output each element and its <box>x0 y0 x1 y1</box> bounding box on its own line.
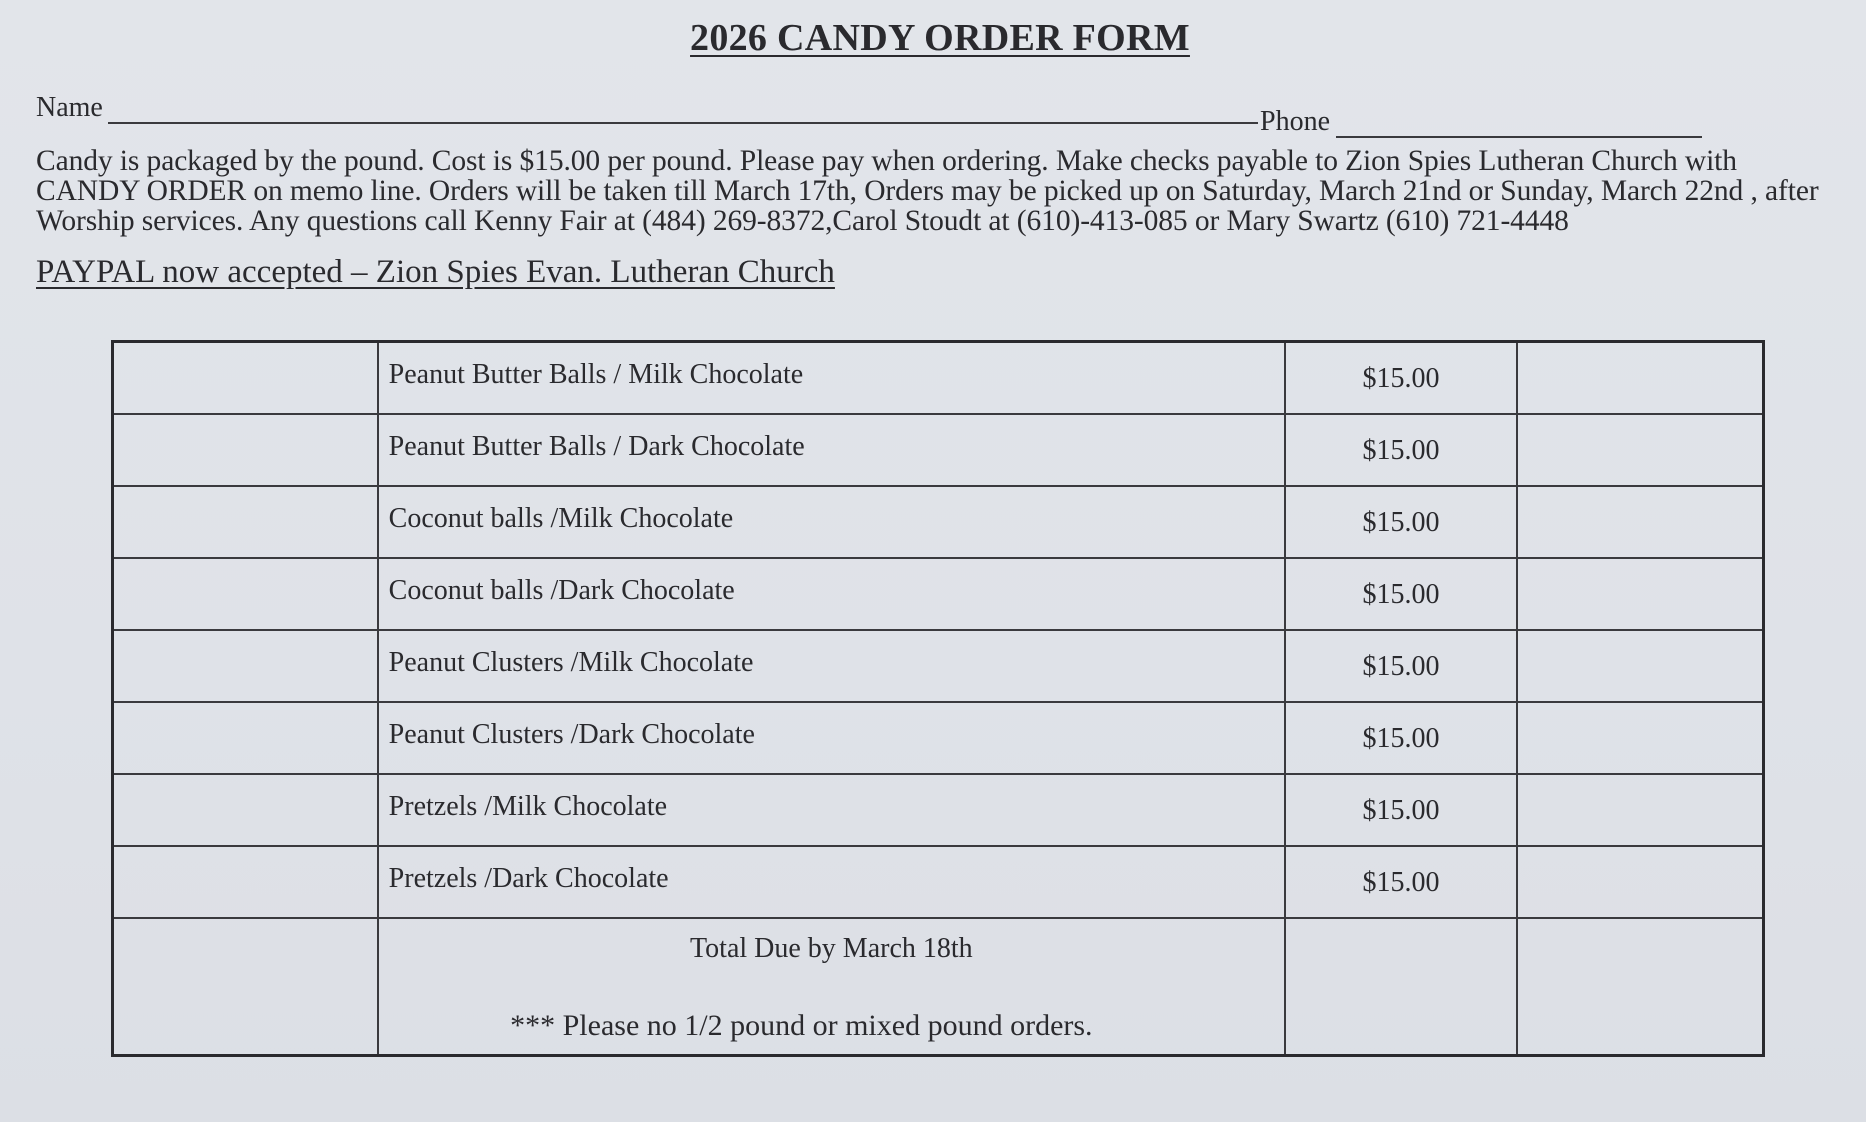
table-row <box>113 774 1764 846</box>
quantity-cell[interactable] <box>113 486 378 558</box>
item-name: Pretzels /Dark Chocolate <box>378 846 1285 918</box>
line-total-cell[interactable] <box>1517 414 1763 486</box>
item-name: Coconut balls /Milk Chocolate <box>378 486 1285 558</box>
quantity-cell[interactable] <box>113 774 378 846</box>
footer-text-cell <box>378 918 1285 1056</box>
table-row <box>113 630 1764 702</box>
item-name: Peanut Butter Balls / Dark Chocolate <box>378 414 1285 486</box>
line-total-cell[interactable] <box>1517 486 1763 558</box>
item-price: $15.00 <box>1285 414 1517 486</box>
line-total-cell[interactable] <box>1517 558 1763 630</box>
name-label: Name <box>36 92 103 123</box>
quantity-cell[interactable] <box>113 342 378 414</box>
item-price: $15.00 <box>1285 846 1517 918</box>
line-total-cell[interactable] <box>1517 630 1763 702</box>
item-price: $15.00 <box>1285 558 1517 630</box>
line-total-cell[interactable] <box>1517 342 1763 414</box>
quantity-cell[interactable] <box>113 414 378 486</box>
item-name: Peanut Butter Balls / Milk Chocolate <box>378 342 1285 414</box>
table-row <box>113 846 1764 918</box>
quantity-cell[interactable] <box>113 702 378 774</box>
table-row <box>113 342 1764 414</box>
item-price: $15.00 <box>1285 630 1517 702</box>
table-row <box>113 558 1764 630</box>
paypal-notice: PAYPAL now accepted – Zion Spies Evan. Lutheran Church <box>36 254 835 290</box>
form-title: 2026 CANDY ORDER FORM <box>690 17 1190 59</box>
item-price: $15.00 <box>1285 486 1517 558</box>
line-total-cell[interactable] <box>1517 846 1763 918</box>
table-row <box>113 414 1764 486</box>
order-table <box>111 340 1765 1057</box>
quantity-total-cell[interactable] <box>113 918 378 1056</box>
table-row <box>113 486 1764 558</box>
line-total-cell[interactable] <box>1517 702 1763 774</box>
phone-field-line[interactable] <box>1336 136 1702 138</box>
line-total-cell[interactable] <box>1517 774 1763 846</box>
order-note: *** Please no 1/2 pound or mixed pound orders. <box>510 1008 1093 1042</box>
table-footer-row <box>113 918 1764 1056</box>
item-price: $15.00 <box>1285 702 1517 774</box>
quantity-cell[interactable] <box>113 558 378 630</box>
table-row <box>113 702 1764 774</box>
item-price: $15.00 <box>1285 342 1517 414</box>
grand-total-cell[interactable] <box>1517 918 1763 1056</box>
item-name: Peanut Clusters /Dark Chocolate <box>378 702 1285 774</box>
total-due-label: Total Due by March 18th <box>690 932 973 964</box>
total-price-cell[interactable] <box>1285 918 1517 1056</box>
item-name: Peanut Clusters /Milk Chocolate <box>378 630 1285 702</box>
item-name: Pretzels /Milk Chocolate <box>378 774 1285 846</box>
name-field-line[interactable] <box>108 122 1258 124</box>
item-name: Coconut balls /Dark Chocolate <box>378 558 1285 630</box>
instructions-paragraph: Candy is packaged by the pound. Cost is $15.00 per pound. Please pay when ordering. Make checks payable to Zion Spies Lutheran Church with CANDY ORDER on memo line. Orders will be taken till March 17th, Orders may be picked up on Saturday, March 21nd or Sunday, March 22nd , after Worship services. Any questions call Kenny Fair at (484) 269-8372,Carol Stoudt at (610)-413-085 or Mary Swartz (610) 721-4448 <box>36 145 1819 237</box>
item-price: $15.00 <box>1285 774 1517 846</box>
quantity-cell[interactable] <box>113 630 378 702</box>
phone-label: Phone <box>1260 106 1330 137</box>
quantity-cell[interactable] <box>113 846 378 918</box>
